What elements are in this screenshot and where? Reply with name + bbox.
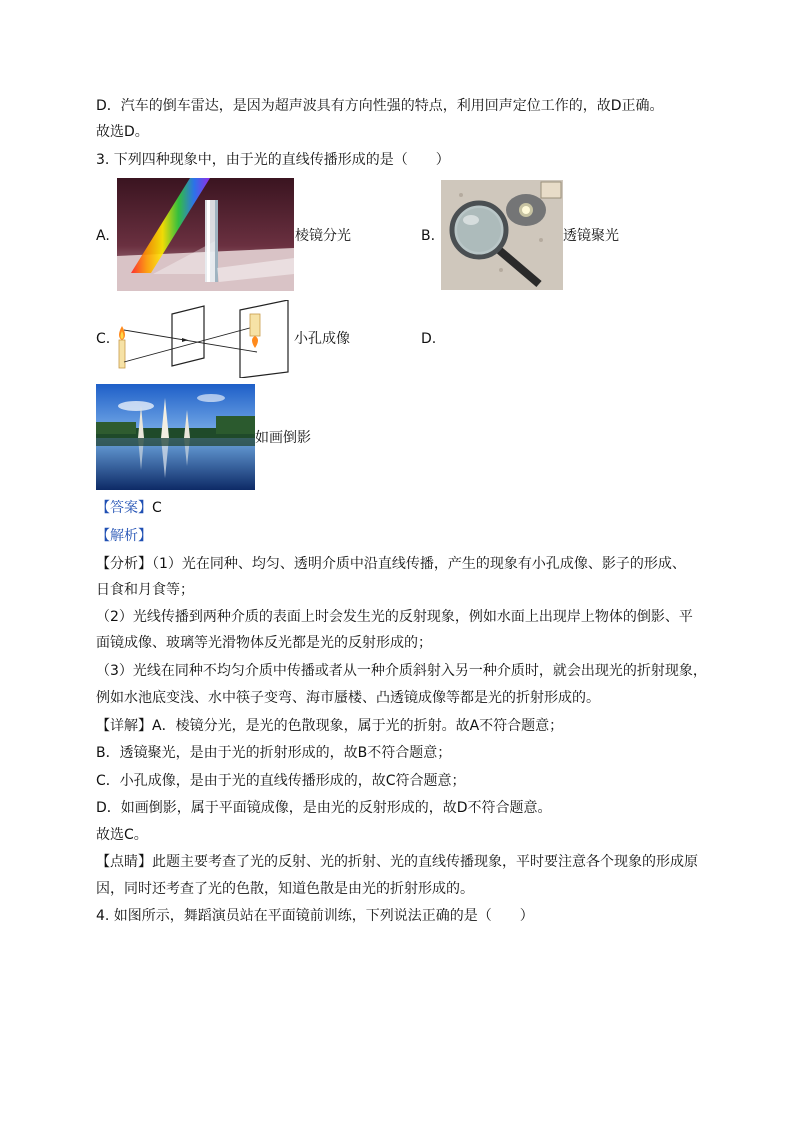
xiangjie-label: 【详解】 [96,718,152,734]
option-c-letter: C. [96,331,111,347]
option-a-caption: 棱镜分光 [295,228,351,244]
fenxi-line-1b: 日食和月食等； [96,582,194,598]
fenxi-line-3b: 例如水池底变浅、水中筷子变弯、海市蜃楼、凸透镜成像等都是光的折射形成的。 [96,690,600,706]
fenxi-line-3a: （3）光线在同种不均匀介质中传播或者从一种介质斜射入另一种介质时，就会出现光的折射现象， [96,663,707,679]
fenxi-text-1a: （1）光在同种、均匀、透明介质中沿直线传播，产生的现象有小孔成像、影子的形成、 [152,556,686,572]
prev-choice: 故选D。 [96,124,149,140]
dianjing-line-b: 因，同时还考查了光的色散，知道色散是由光的折射形成的。 [96,881,474,897]
fenxi-label: 【分析】 [96,556,152,572]
lake-reflection-image [96,384,255,490]
question3-choice: 故选C。 [96,827,148,843]
dianjing-label: 【点睛】 [96,854,152,870]
xiangjie-line-d: D．如画倒影，属于平面镜成像，是由光的反射形成的，故D不符合题意。 [96,800,552,816]
prev-answer-line-d: D．汽车的倒车雷达，是因为超声波具有方向性强的特点，利用回声定位工作的，故D正确。 [96,98,664,114]
option-c-caption: 小孔成像 [294,331,350,347]
fenxi-line-2a: （2）光线传播到两种介质的表面上时会发生光的反射现象，例如水面上出现岸上物体的倒影、平 [96,609,693,625]
dianjing-text-a: 此题主要考查了光的反射、光的折射、光的直线传播现象，平时要注意各个现象的形成原 [152,854,698,870]
xiangjie-line-a [96,716,563,736]
question3-stem: 3. 下列四种现象中，由于光的直线传播形成的是（ ） [96,152,450,168]
option-b-caption: 透镜聚光 [563,228,619,244]
option-d-letter: D. [421,331,437,347]
answer-line [96,498,162,518]
answer-value: C [152,500,162,516]
fenxi-line-2b: 面镜成像、玻璃等光滑物体反光都是光的反射形成的； [96,635,432,651]
xiangjie-line-b: B．透镜聚光，是由于光的折射形成的，故B不符合题意； [96,745,452,761]
xiangjie-line-c: C．小孔成像，是由于光的直线传播形成的，故C符合题意； [96,773,466,789]
option-d-caption: 如画倒影 [255,430,311,446]
answer-label: 【答案】 [96,500,152,516]
analysis-label: 【解析】 [96,528,152,544]
magnifier-focus-image [441,180,563,290]
option-a-letter: A. [96,228,110,244]
pinhole-camera-diagram [112,300,292,378]
question4-stem: 4. 如图所示，舞蹈演员站在平面镜前训练，下列说法正确的是（ ） [96,908,534,924]
option-b-letter: B. [421,228,436,244]
xiangjie-text-a: A．棱镜分光，是光的色散现象，属于光的折射。故A不符合题意； [152,718,564,734]
fenxi-line-1 [96,554,686,574]
dianjing-line-a [96,852,698,872]
prism-dispersion-image [117,178,294,291]
